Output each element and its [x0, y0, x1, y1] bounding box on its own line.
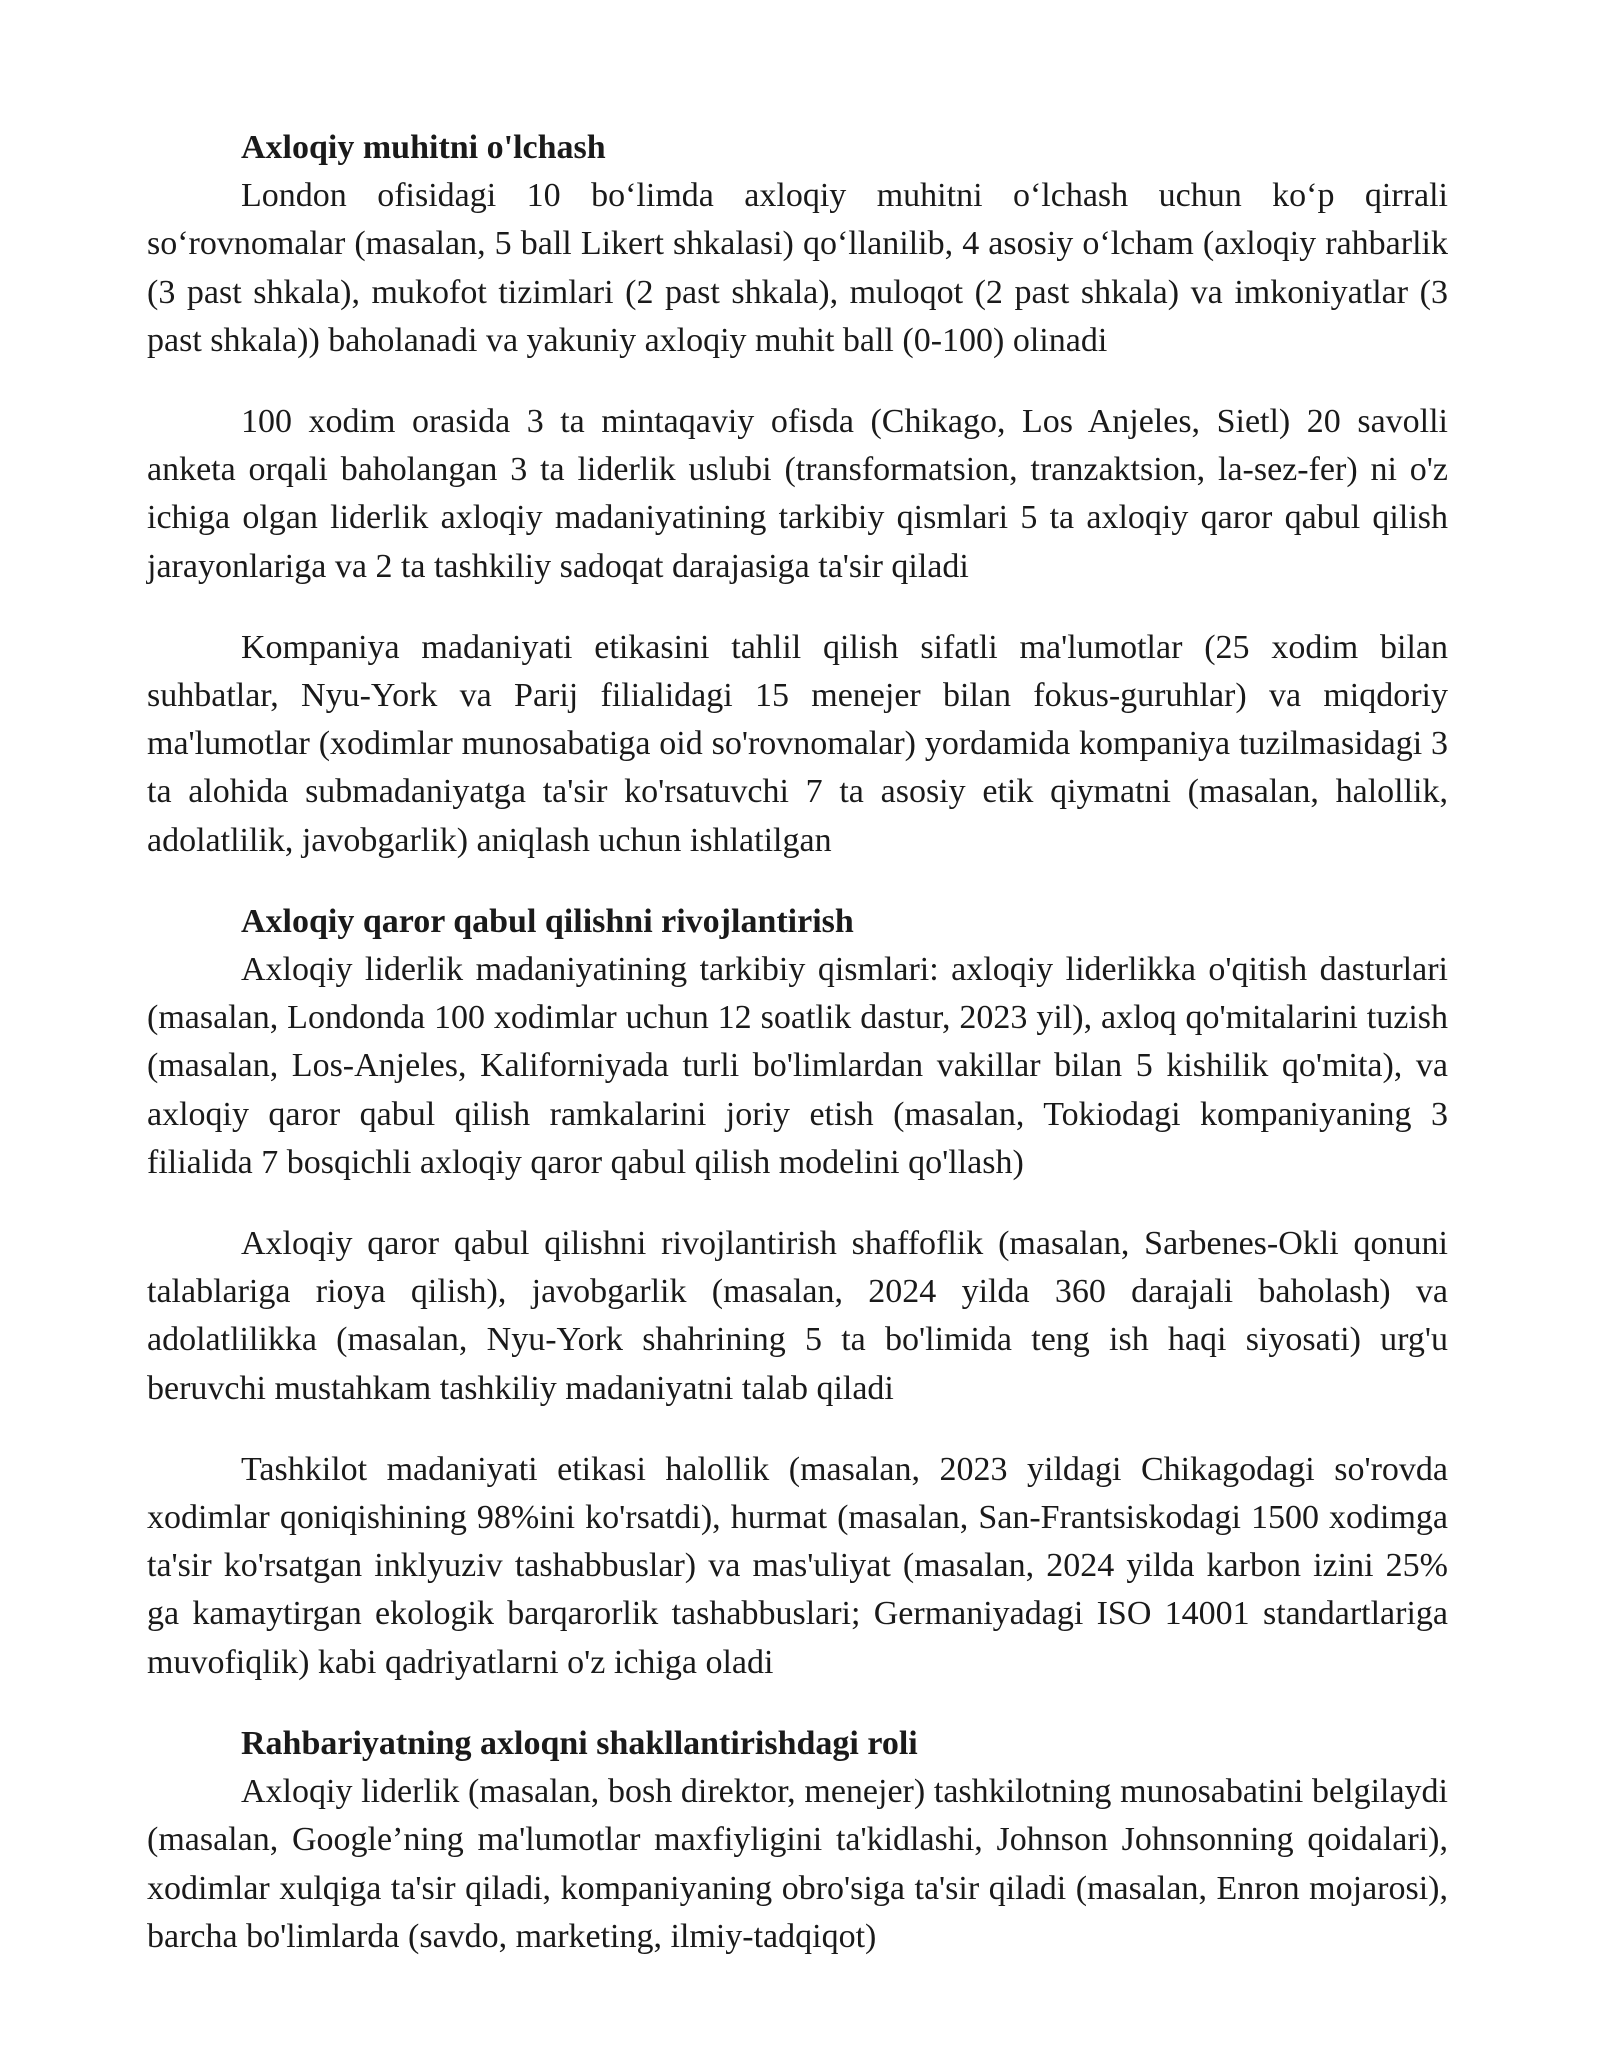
paragraph: London ofisidagi 10 bo‘limda axloqiy muhitni o‘lchash uchun ko‘p qirrali so‘rovnomalar (masalan, 5 ball Likert shkalasi) qo‘llanilib, 4 asosiy o‘lcham (axloqiy rahbarlik (3 past shkala), mukofot tizimlari (2 past shkala), muloqot (2 past shkala) va imkoniyatlar (3 past shkala)) baholanadi va yakuniy axloqiy muhit ball (0-100) olinadi: [147, 177, 1448, 359]
section-gap: [147, 865, 1448, 898]
section-heading-leadership-role: Rahbariyatning axloqni shakllantirishdagi roli: [241, 1724, 918, 1762]
paragraph: Axloqiy liderlik (masalan, bosh direktor, menejer) tashkilotning munosabatini belgilaydi (masalan, Google’ning ma'lumotlar maxfiyligini ta'kidlashi, Johnson Johnsonning qoidalari), xodimlar xulqiga ta'sir qiladi, kompaniyaning obro'siga ta'sir qiladi (masalan, Enron mojarosi), barcha bo'limlarda (savdo, marketing, ilmiy-tadqiqot): [147, 1773, 1448, 1955]
paragraph-gap: [147, 365, 1448, 398]
section-heading-ethical-decision-making: Axloqiy qaror qabul qilishni rivojlantirish: [241, 902, 854, 940]
paragraph: 100 xodim orasida 3 ta mintaqaviy ofisda (Chikago, Los Anjeles, Sietl) 20 savolli anketa orqali baholangan 3 ta liderlik uslubi (transformatsion, tranzaktsion, la-sez-fer) ni o'z ichiga olgan liderlik axloqiy madaniyatining tarkibiy qismlari 5 ta axloqiy qaror qabul qilish jarayonlariga va 2 ta tashkiliy sadoqat darajasiga ta'sir qiladi: [147, 403, 1448, 585]
paragraph: Kompaniya madaniyati etikasini tahlil qilish sifatli ma'lumotlar (25 xodim bilan suhbatlar, Nyu-York va Parij filialidagi 15 menejer bilan fokus-guruhlar) va miqdoriy ma'lumotlar (xodimlar munosabatiga oid so'rovnomalar) yordamida kompaniya tuzilmasidagi 3 ta alohida submadaniyatga ta'sir ko'rsatuvchi 7 ta asosiy etik qiymatni (masalan, halollik, adolatlilik, javobgarlik) aniqlash uchun ishlatilgan: [147, 628, 1448, 859]
document-page: [147, 124, 1448, 1961]
paragraph-gap: [147, 1187, 1448, 1220]
section-heading-ethical-climate: Axloqiy muhitni o'lchash: [241, 129, 606, 166]
paragraph: Axloqiy qaror qabul qilishni rivojlantirish shaffoflik (masalan, Sarbenes-Okli qonuni talablariga rioya qilish), javobgarlik (masalan, 2024 yilda 360 darajali baholash) va adolatlilikka (masalan, Nyu-York shahrining 5 ta bo'limida teng ish haqi siyosati) urg'u beruvchi mustahkam tashkiliy madaniyatni talab qiladi: [147, 1225, 1448, 1407]
paragraph: Axloqiy liderlik madaniyatining tarkibiy qismlari: axloqiy liderlikka o'qitish dasturlari (masalan, Londonda 100 xodimlar uchun 12 soatlik dastur, 2023 yil), axloq qo'mitalarini tuzish (masalan, Los-Anjeles, Kaliforniyada turli bo'limlardan vakillar bilan 5 kishilik qo'mita), va axloqiy qaror qabul qilish ramkalarini joriy etish (masalan, Tokiodagi kompaniyaning 3 filialida 7 bosqichli axloqiy qaror qabul qilish modelini qo'llash): [147, 951, 1448, 1181]
paragraph-gap: [147, 1413, 1448, 1446]
paragraph: Tashkilot madaniyati etikasi halollik (masalan, 2023 yildagi Chikagodagi so'rovda xodimlar qoniqishining 98%ini ko'rsatdi), hurmat (masalan, San-Frantsiskodagi 1500 xodimga ta'sir ko'rsatgan inklyuziv tashabbuslar) va mas'uliyat (masalan, 2024 yilda karbon izini 25% ga kamaytirgan ekologik barqarorlik tashabbuslari; Germaniyadagi ISO 14001 standartlariga muvofiqlik) kabi qadriyatlarni o'z ichiga oladi: [147, 1450, 1448, 1681]
paragraph-gap: [147, 591, 1448, 624]
section-gap: [147, 1687, 1448, 1720]
